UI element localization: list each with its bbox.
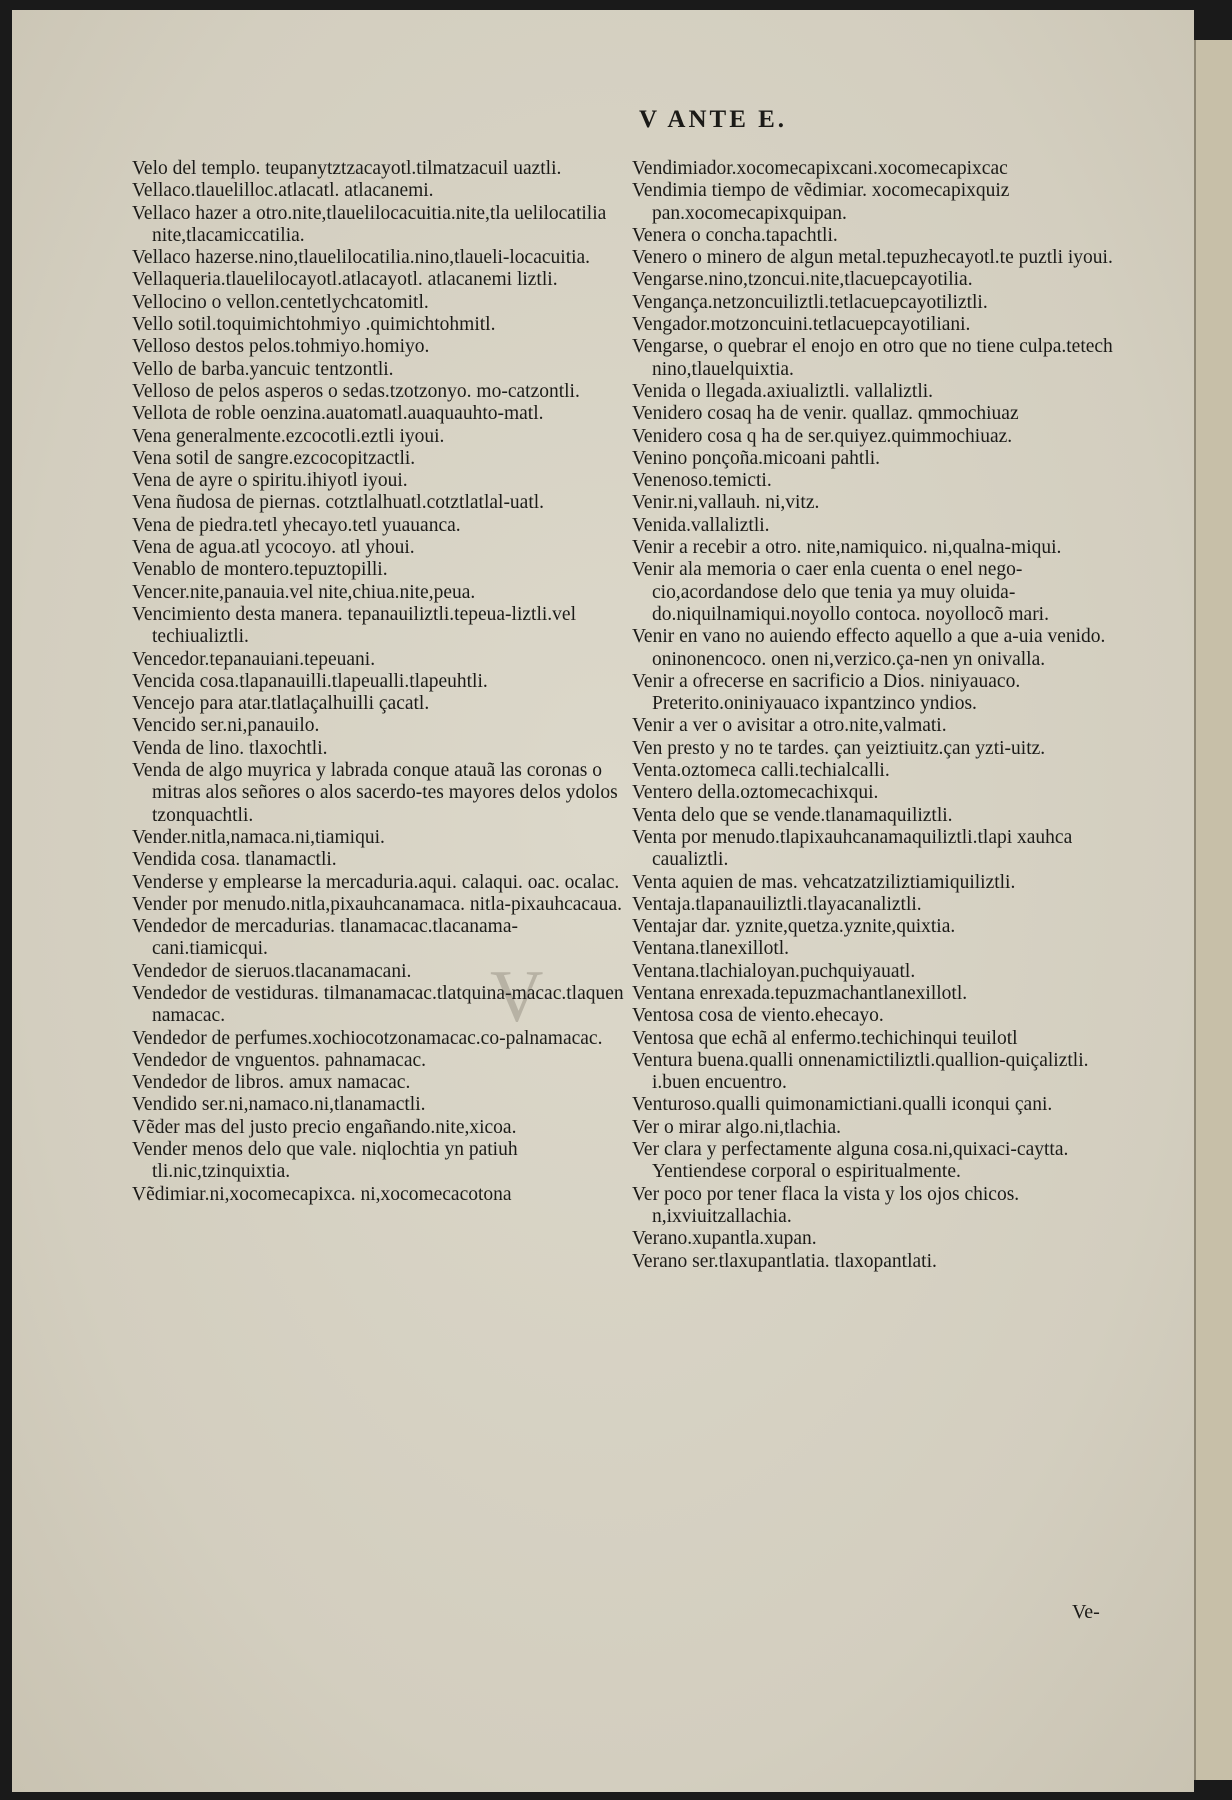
adjacent-page-edge (1194, 40, 1232, 1780)
dictionary-entry: Venir en vano no auiendo effecto aquello a que a-uia venido. oninonencoco. onen ni,verzico.ça-nen yn onivalla. (632, 626, 1106, 670)
dictionary-entry: Vellocino o vellon.centetlychcatomitl. (132, 291, 429, 313)
dictionary-entry: Ver poco por tener flaca la vista y los ojos chicos. n,ixviuitzallachia. (632, 1183, 1020, 1227)
dictionary-entry: Venidero cosaq ha de venir. quallaz. qmmochiuaz (632, 403, 1019, 425)
dictionary-entry: Vencida cosa.tlapanauilli.tlapeualli.tlapeuhtli. (132, 670, 488, 692)
dictionary-entry: Vengador.motzoncuini.tetlacuepcayotiliani. (632, 314, 971, 336)
dictionary-entry: Ventana.tlachialoyan.puchquiyauatl. (632, 960, 916, 982)
dictionary-entry: Vena de ayre o spiritu.ihiyotl iyoui. (132, 470, 408, 492)
dictionary-entry: Venida.vallaliztli. (632, 514, 770, 536)
dictionary-entry: Velo del templo. teupanytztzacayotl.tilmatzacuil uaztli. (132, 158, 562, 179)
dictionary-entry: Velloso de pelos asperos o sedas.tzotzonyo. mo-catzontli. (132, 380, 580, 402)
left-column (132, 158, 624, 1206)
dictionary-entry: Ver o mirar algo.ni,tlachia. (632, 1116, 842, 1138)
page-header (12, 106, 1194, 134)
dictionary-entry: Ventana enrexada.tepuzmachantlanexillotl. (632, 982, 968, 1004)
dictionary-entry: Venera o concha.tapachtli. (632, 224, 838, 246)
dictionary-entry: Venta por menudo.tlapixauhcanamaquiliztli.tlapi xauhca caualiztli. (632, 826, 1073, 871)
right-column (632, 158, 1122, 1273)
dictionary-entry: Vender.nitla,namaca.ni,tiamiqui. (132, 826, 385, 848)
dictionary-entry: Vena generalmente.ezcocotli.eztli iyoui. (132, 425, 445, 447)
dictionary-entry: Vendedor de mercadurias. tlanamacac.tlacanama-cani.tiamicqui. (132, 916, 518, 960)
dictionary-entry: Vender por menudo.nitla,pixauhcanamaca. nitla-pixauhcacaua. (132, 893, 622, 915)
dictionary-entry: Vencido ser.ni,panauilo. (132, 715, 320, 737)
dictionary-entry: Verano ser.tlaxupantlatia. tlaxopantlati. (632, 1250, 937, 1272)
catchword: Ve- (1072, 1601, 1100, 1623)
dictionary-entry: Ventana.tlanexillotl. (632, 938, 790, 960)
dictionary-entry: Venenoso.temicti. (632, 470, 772, 492)
dictionary-entry: Ventajar dar. yznite,quetza.yznite,quixtia. (632, 916, 956, 938)
dictionary-entry: Vencer.nite,panauia.vel nite,chiua.nite,peua. (132, 581, 476, 603)
dictionary-entry: Vendedor de libros. amux namacac. (132, 1072, 411, 1094)
dictionary-entry: Ventosa que echã al enfermo.techichinqui teuilotl (632, 1027, 1018, 1049)
dictionary-entry: Ver clara y perfectamente alguna cosa.ni,quixaci-caytta. Yentiendese corporal o espiritualmente. (632, 1139, 1069, 1183)
dictionary-entry: Venida o llegada.axiualiztli. vallaliztli. (632, 380, 934, 402)
dictionary-entry: Vena sotil de sangre.ezcocopitzactli. (132, 447, 416, 469)
dictionary-entry: Vena de agua.atl ycocoyo. atl yhoui. (132, 537, 415, 559)
dictionary-entry: Vello sotil.toquimichtohmiyo .quimichtohmitl. (132, 314, 496, 336)
dictionary-entry: Vendimiador.xocomecapixcani.xocomecapixcac (632, 158, 1008, 179)
dictionary-entry: Vengarse.nino,tzoncui.nite,tlacuepcayotilia. (632, 269, 973, 291)
dictionary-entry: Venturoso.qualli quimonamictiani.qualli iconqui çani. (632, 1094, 1053, 1116)
dictionary-entry: Vellota de roble oenzina.auatomatl.auaquauhto-matl. (132, 403, 544, 425)
dictionary-entry: Vellaqueria.tlauelilocayotl.atlacayotl. atlacanemi liztli. (132, 269, 558, 291)
dictionary-entry: Venero o minero de algun metal.tepuzhecayotl.te puztli iyoui. (632, 247, 1113, 269)
book-page (12, 10, 1194, 1792)
dictionary-entry: Vendimia tiempo de vẽdimiar. xocomecapixquiz pan.xocomecapixquipan. (632, 180, 1010, 224)
dictionary-entry: Venir ala memoria o caer enla cuenta o enel nego-cio,acordandose delo que tenia ya muy oluida-do.niquilnamiqui.noyollo contoca. noyollocõ mari. (632, 559, 1049, 625)
dictionary-entry: Vencejo para atar.tlatlaçalhuilli çacatl. (132, 693, 430, 715)
dictionary-entry: Velloso destos pelos.tohmiyo.homiyo. (132, 336, 430, 358)
dictionary-entry: Ventero della.oztomecachixqui. (632, 782, 879, 804)
dictionary-entry: Vẽdimiar.ni,xocomecapixca. ni,xocomecacotona (132, 1183, 512, 1205)
dictionary-entry: Vencimiento desta manera. tepanauiliztli.tepeua-liztli.vel techiualiztli. (132, 603, 576, 648)
dictionary-entry: Vendedor de sieruos.tlacanamacani. (132, 960, 412, 982)
dictionary-entry: Venir a ofrecerse en sacrificio a Dios. niniyauaco. Preterito.oniniyauaco ixpantzinco yndios. (632, 670, 1021, 715)
dictionary-entry: Vellaco hazerse.nino,tlauelilocatilia.nino,tlaueli-locacuitia. (132, 247, 591, 269)
dictionary-entry: Venir.ni,vallauh. ni,vitz. (632, 492, 820, 514)
dictionary-entry: Vẽder mas del justo precio engañando.nite,xicoa. (132, 1116, 517, 1138)
dictionary-entry: Ventaja.tlapanauiliztli.tlayacanaliztli. (632, 893, 922, 915)
dictionary-entry: Vendedor de vestiduras. tilmanamacac.tlatquina-macac.tlaquen namacac. (132, 982, 624, 1027)
dictionary-entry: Venda de lino. tlaxochtli. (132, 737, 328, 759)
dictionary-entry: Vendedor de perfumes.xochiocotzonamacac.co-palnamacac. (132, 1027, 603, 1049)
dictionary-entry: Venta.oztomeca calli.techialcalli. (632, 760, 890, 782)
dictionary-entry: Venderse y emplearse la mercaduria.aqui. calaqui. oac. ocalac. (132, 871, 620, 893)
bleed-through-letter: V (490, 956, 544, 1038)
dictionary-entry: Vengança.netzoncuiliztli.tetlacuepcayotiliztli. (632, 291, 988, 313)
dictionary-entry: Vellaco.tlauelilloc.atlacatl. atlacanemi. (132, 180, 434, 202)
dictionary-entry: Vena ñudosa de piernas. cotztlalhuatl.cotztlatlal-uatl. (132, 492, 545, 514)
dictionary-entry: Vello de barba.yancuic tentzontli. (132, 358, 394, 380)
dictionary-entry: Vender menos delo que vale. niqlochtia yn patiuh tli.nic,tzinquixtia. (132, 1139, 518, 1183)
dictionary-entry: Venablo de montero.tepuztopilli. (132, 559, 388, 581)
dictionary-entry: Vencedor.tepanauiani.tepeuani. (132, 648, 376, 670)
dictionary-entry: Vendedor de vnguentos. pahnamacac. (132, 1049, 427, 1071)
dictionary-entry: Ventosa cosa de viento.ehecayo. (632, 1005, 884, 1027)
dictionary-entry: Vengarse, o quebrar el enojo en otro que no tiene culpa.tetech nino,tlauelquixtia. (632, 336, 1113, 380)
dictionary-entry: Vena de piedra.tetl yhecayo.tetl yuauanca. (132, 514, 461, 536)
running-head: V ANTE E. (638, 106, 788, 133)
dictionary-entry: Ventura buena.qualli onnenamictiliztli.quallion-quiçaliztli. i.buen encuentro. (632, 1049, 1089, 1094)
dictionary-entry: Venir a ver o avisitar a otro.nite,valmati. (632, 715, 947, 737)
dictionary-entry: Vendida cosa. tlanamactli. (132, 849, 337, 871)
dictionary-entry: Venta delo que se vende.tlanamaquiliztli. (632, 804, 953, 826)
dictionary-entry: Ven presto y no te tardes. çan yeiztiuitz.çan yzti-uitz. (632, 737, 1046, 759)
dictionary-entry: Venino ponçoña.micoani pahtli. (632, 447, 881, 469)
dictionary-entry: Verano.xupantla.xupan. (632, 1228, 817, 1250)
dictionary-entry: Venta aquien de mas. vehcatzatziliztiamiquiliztli. (632, 871, 1016, 893)
dictionary-entry: Vellaco hazer a otro.nite,tlauelilocacuitia.nite,tla uelilocatilia nite,tlacamiccatilia. (132, 202, 607, 246)
dictionary-entry: Venir a recebir a otro. nite,namiquico. ni,qualna-miqui. (632, 537, 1062, 559)
dictionary-entry: Venda de algo muyrica y labrada conque atauã las coronas o mitras alos señores o alos sacerdo-tes mayores delos ydolos tzonquachtli. (132, 760, 618, 826)
dictionary-entry: Venidero cosa q ha de ser.quiyez.quimmochiuaz. (632, 425, 1013, 447)
dictionary-entry: Vendido ser.ni,namaco.ni,tlanamactli. (132, 1094, 426, 1116)
